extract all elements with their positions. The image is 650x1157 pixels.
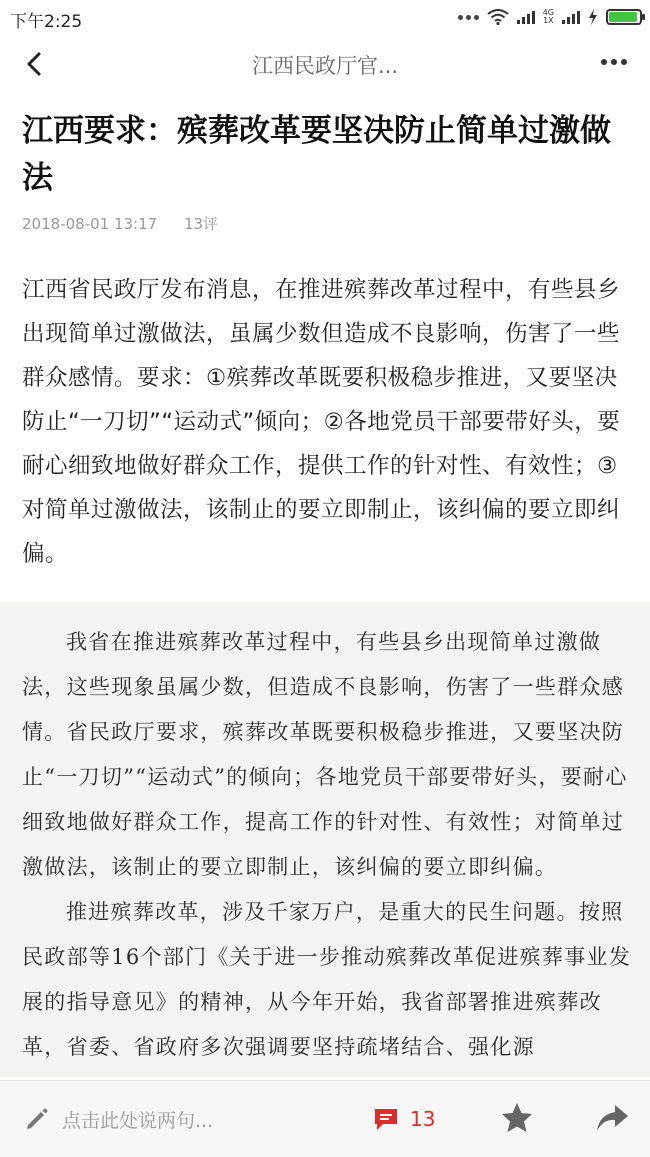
charging-icon xyxy=(588,9,598,25)
comments-button[interactable] xyxy=(372,1101,435,1137)
comment-count: 13 xyxy=(410,1107,436,1131)
wifi-icon xyxy=(487,9,509,25)
scan-paragraph-2: 推进殡葬改革，涉及千家万户，是重大的民生问题。按照民政部等16个部门《关于进一步推动殡葬改革促进殡葬事业发展的指导意见》的精神，从今年开始，我省部署推进殡葬改革，省委、省政府多次强调要坚持疏堵结合、强化源 xyxy=(22,900,632,1059)
scanned-document-image[interactable] xyxy=(0,602,650,1077)
signal-bars-icon-2 xyxy=(562,10,580,24)
comment-input[interactable] xyxy=(24,1101,344,1137)
more-dot-icon xyxy=(621,59,627,65)
network-type xyxy=(543,9,554,25)
share-button[interactable] xyxy=(594,1101,630,1135)
more-dot-icon xyxy=(601,59,607,65)
share-arrow-icon xyxy=(594,1101,630,1135)
nav-bar xyxy=(0,34,650,92)
network-type-sublabel: 1X xyxy=(543,16,554,25)
comment-bubble-icon xyxy=(372,1105,400,1133)
favorite-button[interactable] xyxy=(500,1101,534,1135)
battery-level xyxy=(609,12,637,22)
pencil-icon xyxy=(24,1106,50,1132)
article-date: 2018-08-01 13:17 xyxy=(22,215,158,233)
star-icon xyxy=(500,1101,534,1135)
battery-icon xyxy=(606,9,642,25)
status-icons xyxy=(458,6,642,28)
comment-placeholder: 点击此处说两句... xyxy=(62,1109,214,1132)
bottom-bar xyxy=(0,1080,650,1157)
scan-paragraph-1: 我省在推进殡葬改革过程中，有些县乡出现简单过激做法，这些现象虽属少数，但造成不良影响，伤害了一些群众感情。省民政厅要求，殡葬改革既要积极稳步推进，又要坚决防止“一刀切”“运动式”的倾向；各地党员干部要带好头，要耐心细致地做好群众工作，提高工作的针对性、有效性；对简单过激做法，该制止的要立即制止，该纠偏的要立即纠偏。 xyxy=(22,630,628,879)
article-summary: 江西省民政厅发布消息，在推进殡葬改革过程中，有些县乡出现简单过激做法，虽属少数但造成不良影响，伤害了一些群众感情。要求：①殡葬改革既要积极稳步推进，又要坚决防止“一刀切”“运动式”倾向；②各地党员干部要带好头，要耐心细致地做好群众工作，提供工作的针对性、有效性；③对简单过激做法，该制止的要立即制止，该纠偏的要立即纠偏。 xyxy=(22,277,621,567)
status-bar xyxy=(0,0,650,34)
page-title: 江西民政厅官... xyxy=(251,54,399,78)
signal-bars-icon xyxy=(517,10,535,24)
article-title: 江西要求：殡葬改革要坚决防止简单过激做法 xyxy=(22,113,611,196)
article-meta xyxy=(22,213,240,234)
article-comment-count[interactable]: 13评 xyxy=(183,215,219,233)
network-type-label: 4G xyxy=(542,8,554,17)
more-button[interactable] xyxy=(596,50,632,74)
status-time: 下午2:25 xyxy=(10,12,83,32)
more-notifications-icon xyxy=(458,15,479,20)
more-dot-icon xyxy=(611,59,617,65)
